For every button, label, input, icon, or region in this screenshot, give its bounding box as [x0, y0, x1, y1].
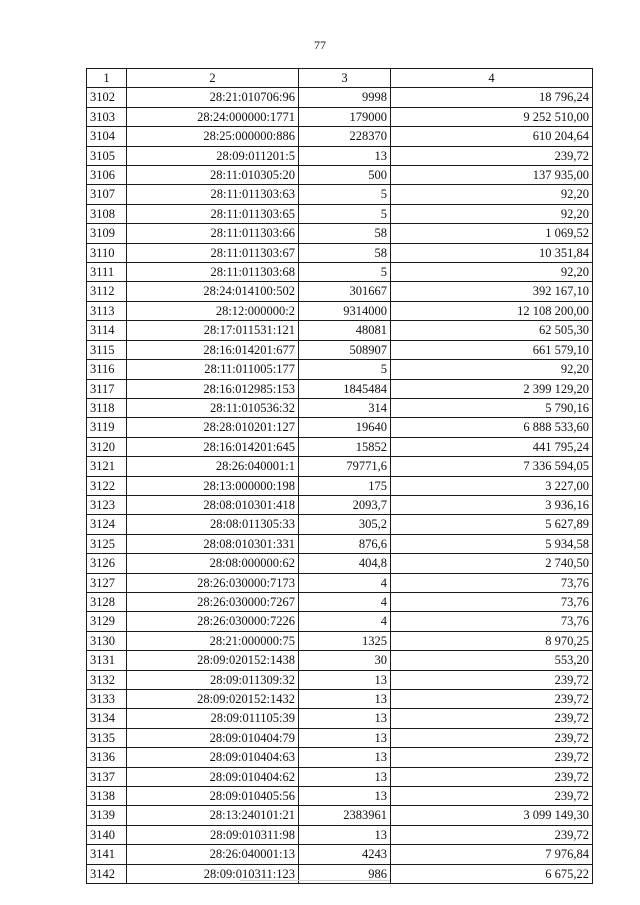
row-number-cell: 3140 [87, 825, 127, 844]
value-cell: 73,76 [391, 573, 593, 592]
row-number-cell: 3128 [87, 592, 127, 611]
area-cell: 13 [299, 670, 391, 689]
area-cell: 4243 [299, 845, 391, 864]
area-cell: 500 [299, 166, 391, 185]
value-cell: 392 167,10 [391, 282, 593, 301]
value-cell: 553,20 [391, 651, 593, 670]
row-number-cell: 3106 [87, 166, 127, 185]
cadastral-number-cell: 28:11:010305:20 [127, 166, 299, 185]
row-number-cell: 3118 [87, 398, 127, 417]
value-cell: 6 675,22 [391, 864, 593, 883]
cadastral-number-cell: 28:26:040001:1 [127, 457, 299, 476]
value-cell: 18 796,24 [391, 88, 593, 107]
row-number-cell: 3121 [87, 457, 127, 476]
value-cell: 610 204,64 [391, 127, 593, 146]
value-cell: 137 935,00 [391, 166, 593, 185]
table-row [87, 457, 593, 476]
cadastral-number-cell: 28:11:010536:32 [127, 398, 299, 417]
value-cell: 661 579,10 [391, 340, 593, 359]
value-cell: 239,72 [391, 728, 593, 747]
table-row [87, 88, 593, 107]
cadastral-number-cell: 28:28:010201:127 [127, 418, 299, 437]
row-number-cell: 3105 [87, 146, 127, 165]
column-header: 1 [87, 69, 127, 88]
value-cell: 8 970,25 [391, 631, 593, 650]
area-cell: 5 [299, 185, 391, 204]
row-number-cell: 3135 [87, 728, 127, 747]
value-cell: 73,76 [391, 612, 593, 631]
cadastral-number-cell: 28:09:020152:1432 [127, 690, 299, 709]
row-number-cell: 3123 [87, 495, 127, 514]
cadastral-number-cell: 28:12:000000:2 [127, 301, 299, 320]
area-cell: 986 [299, 864, 391, 883]
row-number-cell: 3139 [87, 806, 127, 825]
table-row [87, 418, 593, 437]
area-cell: 13 [299, 767, 391, 786]
value-cell: 7 976,84 [391, 845, 593, 864]
row-number-cell: 3112 [87, 282, 127, 301]
table-row [87, 204, 593, 223]
table-row [87, 166, 593, 185]
row-number-cell: 3124 [87, 515, 127, 534]
value-cell: 6 888 533,60 [391, 418, 593, 437]
area-cell: 179000 [299, 107, 391, 126]
value-cell: 9 252 510,00 [391, 107, 593, 126]
area-cell: 305,2 [299, 515, 391, 534]
area-cell: 301667 [299, 282, 391, 301]
value-cell: 3 936,16 [391, 495, 593, 514]
row-number-cell: 3115 [87, 340, 127, 359]
cadastral-number-cell: 28:24:000000:1771 [127, 107, 299, 126]
row-number-cell: 3109 [87, 224, 127, 243]
cadastral-number-cell: 28:21:000000:75 [127, 631, 299, 650]
row-number-cell: 3133 [87, 690, 127, 709]
table-row [87, 845, 593, 864]
value-cell: 239,72 [391, 146, 593, 165]
row-number-cell: 3107 [87, 185, 127, 204]
cadastral-number-cell: 28:08:010301:331 [127, 534, 299, 553]
area-cell: 508907 [299, 340, 391, 359]
value-cell: 2 399 129,20 [391, 379, 593, 398]
cadastral-number-cell: 28:16:014201:645 [127, 437, 299, 456]
cadastral-number-cell: 28:09:011105:39 [127, 709, 299, 728]
area-cell: 2093,7 [299, 495, 391, 514]
value-cell: 239,72 [391, 825, 593, 844]
value-cell: 239,72 [391, 767, 593, 786]
footer-divider [240, 880, 390, 881]
value-cell: 62 505,30 [391, 321, 593, 340]
data-table [86, 68, 593, 884]
value-cell: 5 627,89 [391, 515, 593, 534]
value-cell: 1 069,52 [391, 224, 593, 243]
row-number-cell: 3126 [87, 554, 127, 573]
cadastral-number-cell: 28:26:030000:7267 [127, 592, 299, 611]
value-cell: 5 934,58 [391, 534, 593, 553]
value-cell: 73,76 [391, 592, 593, 611]
area-cell: 48081 [299, 321, 391, 340]
area-cell: 4 [299, 573, 391, 592]
value-cell: 12 108 200,00 [391, 301, 593, 320]
value-cell: 239,72 [391, 787, 593, 806]
cadastral-number-cell: 28:09:010404:63 [127, 748, 299, 767]
table-row [87, 437, 593, 456]
value-cell: 92,20 [391, 185, 593, 204]
cadastral-number-cell: 28:11:011005:177 [127, 360, 299, 379]
row-number-cell: 3111 [87, 263, 127, 282]
table-row [87, 243, 593, 262]
area-cell: 13 [299, 709, 391, 728]
area-cell: 5 [299, 263, 391, 282]
row-number-cell: 3102 [87, 88, 127, 107]
table-row [87, 379, 593, 398]
area-cell: 228370 [299, 127, 391, 146]
row-number-cell: 3136 [87, 748, 127, 767]
table-row [87, 651, 593, 670]
table-row [87, 185, 593, 204]
cadastral-number-cell: 28:26:030000:7226 [127, 612, 299, 631]
area-cell: 404,8 [299, 554, 391, 573]
table-row [87, 825, 593, 844]
cadastral-number-cell: 28:24:014100:502 [127, 282, 299, 301]
value-cell: 239,72 [391, 709, 593, 728]
row-number-cell: 3131 [87, 651, 127, 670]
table-row [87, 690, 593, 709]
column-header: 4 [391, 69, 593, 88]
table-row [87, 534, 593, 553]
cadastral-number-cell: 28:11:011303:68 [127, 263, 299, 282]
row-number-cell: 3130 [87, 631, 127, 650]
table-row [87, 554, 593, 573]
table-row [87, 573, 593, 592]
row-number-cell: 3104 [87, 127, 127, 146]
value-cell: 92,20 [391, 263, 593, 282]
table-body [87, 88, 593, 884]
cadastral-number-cell: 28:09:010404:62 [127, 767, 299, 786]
area-cell: 5 [299, 360, 391, 379]
cadastral-number-cell: 28:09:011201:5 [127, 146, 299, 165]
table-row [87, 127, 593, 146]
cadastral-number-cell: 28:08:011305:33 [127, 515, 299, 534]
area-cell: 58 [299, 224, 391, 243]
row-number-cell: 3119 [87, 418, 127, 437]
cadastral-number-cell: 28:11:011303:67 [127, 243, 299, 262]
cadastral-number-cell: 28:17:011531:121 [127, 321, 299, 340]
row-number-cell: 3134 [87, 709, 127, 728]
table-row [87, 476, 593, 495]
table-row [87, 592, 593, 611]
table-row [87, 748, 593, 767]
row-number-cell: 3125 [87, 534, 127, 553]
area-cell: 4 [299, 612, 391, 631]
row-number-cell: 3110 [87, 243, 127, 262]
table-row [87, 146, 593, 165]
value-cell: 92,20 [391, 204, 593, 223]
cadastral-number-cell: 28:21:010706:96 [127, 88, 299, 107]
table-row [87, 263, 593, 282]
value-cell: 3 227,00 [391, 476, 593, 495]
cadastral-number-cell: 28:26:040001:13 [127, 845, 299, 864]
table-row [87, 224, 593, 243]
area-cell: 175 [299, 476, 391, 495]
value-cell: 2 740,50 [391, 554, 593, 573]
area-cell: 2383961 [299, 806, 391, 825]
row-number-cell: 3138 [87, 787, 127, 806]
table-row [87, 709, 593, 728]
area-cell: 19640 [299, 418, 391, 437]
value-cell: 239,72 [391, 670, 593, 689]
column-header: 2 [127, 69, 299, 88]
row-number-cell: 3103 [87, 107, 127, 126]
value-cell: 3 099 149,30 [391, 806, 593, 825]
area-cell: 58 [299, 243, 391, 262]
area-cell: 30 [299, 651, 391, 670]
cadastral-number-cell: 28:11:011303:66 [127, 224, 299, 243]
table-row [87, 787, 593, 806]
table-row [87, 340, 593, 359]
area-cell: 13 [299, 690, 391, 709]
row-number-cell: 3114 [87, 321, 127, 340]
area-cell: 5 [299, 204, 391, 223]
cadastral-number-cell: 28:16:012985:153 [127, 379, 299, 398]
table-row [87, 360, 593, 379]
row-number-cell: 3137 [87, 767, 127, 786]
area-cell: 13 [299, 787, 391, 806]
table-row [87, 495, 593, 514]
cadastral-number-cell: 28:26:030000:7173 [127, 573, 299, 592]
cadastral-number-cell: 28:11:011303:65 [127, 204, 299, 223]
table-row [87, 670, 593, 689]
value-cell: 239,72 [391, 748, 593, 767]
cadastral-number-cell: 28:08:000000:62 [127, 554, 299, 573]
area-cell: 1325 [299, 631, 391, 650]
cadastral-number-cell: 28:09:020152:1438 [127, 651, 299, 670]
table-row [87, 107, 593, 126]
row-number-cell: 3129 [87, 612, 127, 631]
area-cell: 1845484 [299, 379, 391, 398]
area-cell: 13 [299, 146, 391, 165]
row-number-cell: 3127 [87, 573, 127, 592]
cadastral-number-cell: 28:25:000000:886 [127, 127, 299, 146]
table-row [87, 631, 593, 650]
area-cell: 876,6 [299, 534, 391, 553]
table-row [87, 728, 593, 747]
area-cell: 9314000 [299, 301, 391, 320]
cadastral-number-cell: 28:08:010301:418 [127, 495, 299, 514]
value-cell: 7 336 594,05 [391, 457, 593, 476]
area-cell: 79771,6 [299, 457, 391, 476]
row-number-cell: 3108 [87, 204, 127, 223]
area-cell: 4 [299, 592, 391, 611]
table-row [87, 282, 593, 301]
table-row [87, 767, 593, 786]
cadastral-number-cell: 28:13:000000:198 [127, 476, 299, 495]
row-number-cell: 3120 [87, 437, 127, 456]
table-row [87, 301, 593, 320]
area-cell: 9998 [299, 88, 391, 107]
table-row [87, 612, 593, 631]
cadastral-number-cell: 28:09:010404:79 [127, 728, 299, 747]
area-cell: 13 [299, 825, 391, 844]
area-cell: 13 [299, 748, 391, 767]
row-number-cell: 3117 [87, 379, 127, 398]
row-number-cell: 3141 [87, 845, 127, 864]
row-number-cell: 3116 [87, 360, 127, 379]
area-cell: 314 [299, 398, 391, 417]
value-cell: 5 790,16 [391, 398, 593, 417]
row-number-cell: 3132 [87, 670, 127, 689]
column-header: 3 [299, 69, 391, 88]
value-cell: 239,72 [391, 690, 593, 709]
value-cell: 92,20 [391, 360, 593, 379]
cadastral-number-cell: 28:09:011309:32 [127, 670, 299, 689]
cadastral-number-cell: 28:09:010311:123 [127, 864, 299, 883]
row-number-cell: 3113 [87, 301, 127, 320]
cadastral-number-cell: 28:16:014201:677 [127, 340, 299, 359]
table-header-row [87, 69, 593, 88]
table-row [87, 321, 593, 340]
page-number: 77 [314, 38, 326, 52]
value-cell: 441 795,24 [391, 437, 593, 456]
value-cell: 10 351,84 [391, 243, 593, 262]
table-row [87, 806, 593, 825]
area-cell: 13 [299, 728, 391, 747]
cadastral-number-cell: 28:13:240101:21 [127, 806, 299, 825]
cadastral-number-cell: 28:09:010311:98 [127, 825, 299, 844]
row-number-cell: 3122 [87, 476, 127, 495]
cadastral-number-cell: 28:11:011303:63 [127, 185, 299, 204]
table-row [87, 398, 593, 417]
table-row [87, 515, 593, 534]
cadastral-number-cell: 28:09:010405:56 [127, 787, 299, 806]
area-cell: 15852 [299, 437, 391, 456]
row-number-cell: 3142 [87, 864, 127, 883]
